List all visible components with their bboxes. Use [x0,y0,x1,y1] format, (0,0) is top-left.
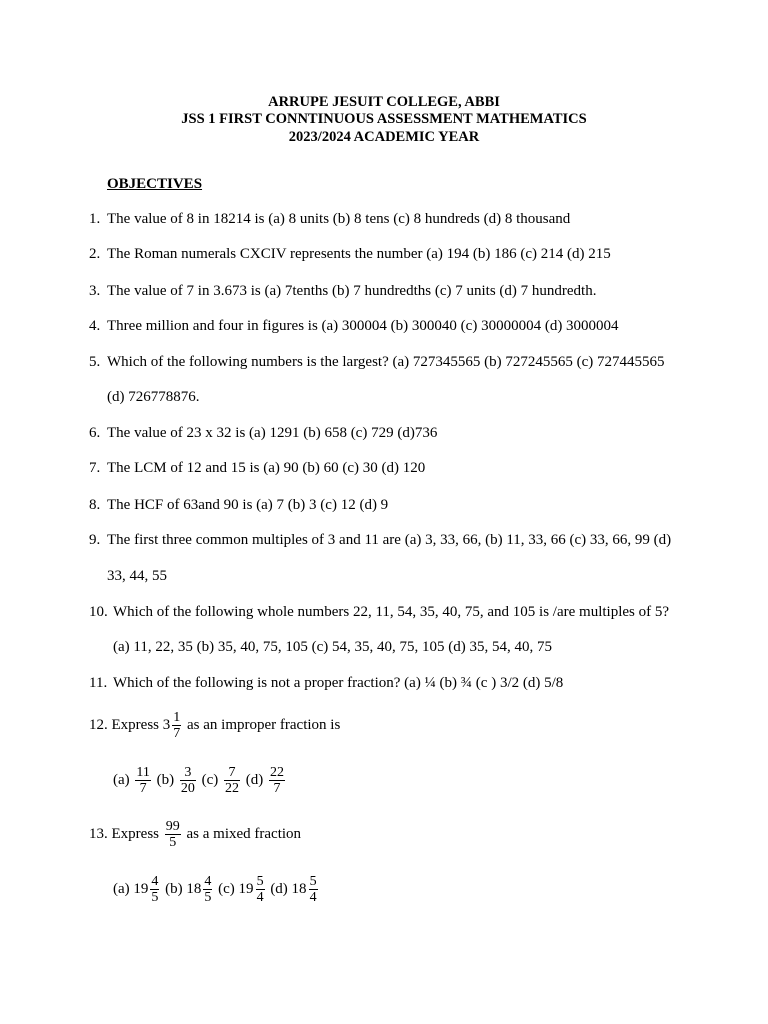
question-text: Which of the following numbers is the largest? (a) 727345565 (b) 727245565 (c) 727445565 [107,354,665,370]
option-d-label: (d) 18 [270,880,307,897]
question-text: The LCM of 12 and 15 is (a) 90 (b) 60 (c) 30 (d) 120 [107,460,426,476]
denominator: 5 [204,890,212,905]
question-text-continued: (d) 726778876. [107,389,200,405]
question-text: Which of the following whole numbers 22, 11, 54, 35, 40, 75, and 105 is /are multiples of 5? [113,604,670,620]
option-a-label: (a) 19 [113,880,149,897]
numerator: 3 [180,765,196,781]
option-c-label: (c) [201,771,219,788]
numerator: 5 [309,874,317,889]
question-number: 13. [89,825,108,842]
denominator: 4 [256,890,264,905]
question-number: 5. [89,354,101,370]
denominator: 20 [180,781,195,796]
option-c-label: (c) 19 [218,880,254,897]
option-d-fraction [269,765,285,796]
question-number: 10. [89,604,108,620]
question-number: 9. [89,532,101,548]
denominator: 4 [309,890,317,905]
school-name: ARRUPE JESUIT COLLEGE, ABBI [268,94,500,110]
option-b-fraction [180,765,196,796]
question-number: 7. [89,460,101,476]
question-13-options [113,874,320,905]
option-b-label: (b) [156,771,175,788]
question-text-continued: (a) 11, 22, 35 (b) 35, 40, 75, 105 (c) 54, 35, 40, 75, 105 (d) 35, 54, 40, 75 [113,639,552,655]
question-text: The HCF of 63and 90 is (a) 7 (b) 3 (c) 12 (d) 9 [107,497,389,513]
question-number: 6. [89,425,101,441]
question-text: The value of 23 x 32 is (a) 1291 (b) 658 (c) 729 (d)736 [107,425,438,441]
option-d-label: (d) [245,771,264,788]
denominator: 7 [173,726,181,741]
fraction [172,710,181,741]
denominator: 7 [139,781,147,796]
option-a-fraction [135,765,150,796]
question-text-continued: 33, 44, 55 [107,568,167,584]
question-number: 12. [89,716,108,733]
academic-year: 2023/2024 ACADEMIC YEAR [288,129,480,145]
denominator: 5 [169,835,177,850]
question-number: 1. [89,211,101,227]
option-c-fraction [256,874,265,905]
numerator: 99 [165,819,180,834]
question-text: The first three common multiples of 3 and 11 are (a) 3, 33, 66, (b) 11, 33, 66 (c) 33, 66, 99 (d) [107,532,672,548]
question-number: 2. [89,246,101,262]
denominator: 7 [273,781,281,796]
numerator: 1 [173,710,181,725]
question-text: The value of 8 in 18214 is (a) 8 units (b) 8 tens (c) 8 hundreds (d) 8 thousand [107,211,571,227]
question-number: 3. [89,283,101,299]
fraction [165,819,181,850]
question-text-tail: as a mixed fraction [186,825,302,842]
option-c-fraction [224,765,240,796]
question-text-lead: Express 3 [111,716,171,733]
numerator: 22 [270,765,285,780]
question-text: Three million and four in figures is (a) 300004 (b) 300040 (c) 30000004 (d) 3000004 [107,318,619,334]
section-title: OBJECTIVES [107,176,203,192]
question-text-tail: as an improper fraction is [187,716,341,733]
numerator: 4 [204,874,212,889]
option-b-label: (b) 18 [165,880,202,897]
option-b-fraction [203,874,212,905]
question-number: 8. [89,497,101,513]
numerator: 5 [256,874,264,889]
denominator: 5 [151,890,159,905]
question-12-options [113,765,287,796]
question-text: The Roman numerals CXCIV represents the number (a) 194 (b) 186 (c) 214 (d) 215 [107,246,611,262]
exam-title: JSS 1 FIRST CONNTINUOUS ASSESSMENT MATHEMATICS [181,111,587,127]
question-text-lead: Express [111,825,159,842]
numerator: 4 [151,874,159,889]
numerator: 7 [224,765,240,781]
question-12 [89,710,340,741]
question-number: 4. [89,318,101,334]
question-text: The value of 7 in 3.673 is (a) 7tenths (b) 7 hundredths (c) 7 units (d) 7 hundredth. [107,283,597,299]
question-number: 11. [89,675,108,691]
option-a-fraction [150,874,159,905]
numerator: 11 [136,765,150,780]
option-d-fraction [309,874,318,905]
question-text: Which of the following is not a proper fraction? (a) ¼ (b) ¾ (c ) 3/2 (d) 5/8 [113,675,564,691]
question-13 [89,819,301,850]
option-a-label: (a) [113,771,130,788]
denominator: 22 [225,781,240,796]
